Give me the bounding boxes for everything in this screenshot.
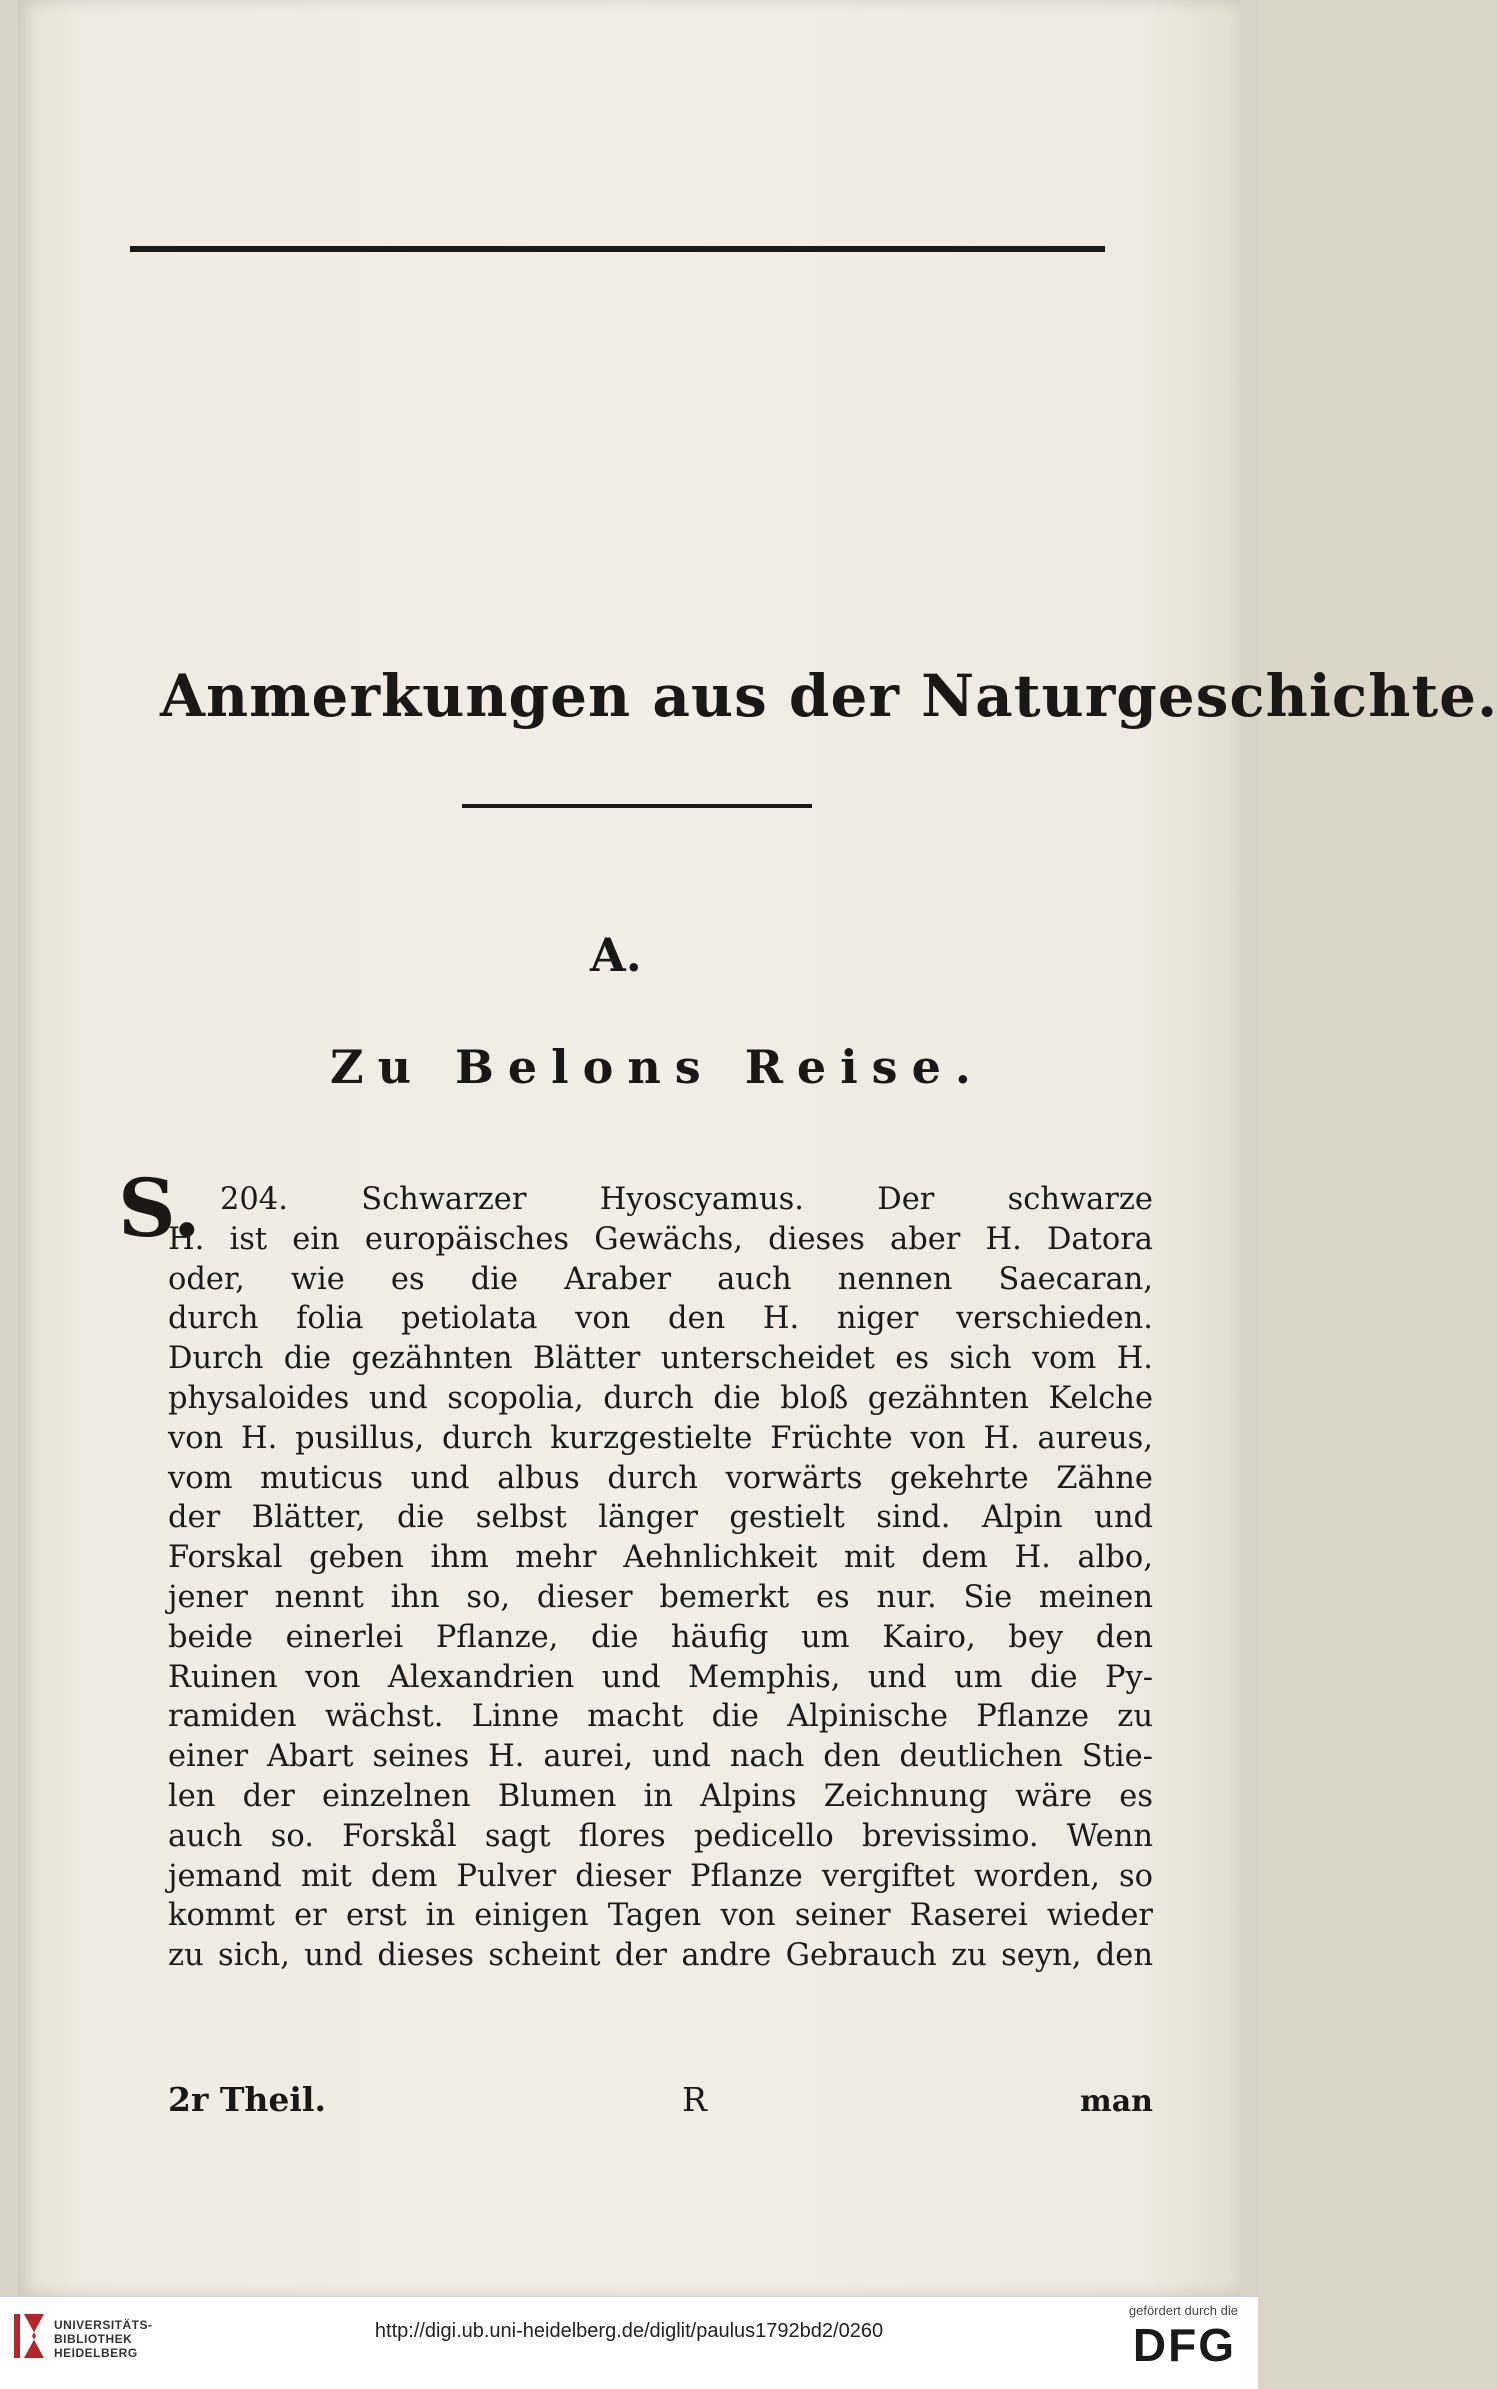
subsection-heading: Zu Belons Reise.	[330, 1040, 985, 1094]
text-line: von H. pusillus, durch kurzgestielte Früchte von H. aureus,	[168, 1420, 1153, 1456]
text-line: kommt er erst in einigen Tagen von seiner Raserei wieder	[168, 1898, 1153, 1934]
text-line: der Blätter, die selbst länger gestielt sind. Alpin und	[168, 1500, 1153, 1536]
institution-line: UNIVERSITÄTS-	[54, 2318, 153, 2332]
text-line: ramiden wächst. Linne macht die Alpinische Pflanze zu	[168, 1699, 1153, 1735]
paragraph-initial: S.	[118, 1161, 201, 1255]
text-line: auch so. Forskål sagt flores pedicello brevissimo. Wenn	[168, 1818, 1153, 1854]
text-line: einer Abart seines H. aurei, und nach den deutlichen Stie-	[168, 1739, 1153, 1775]
institution-line: HEIDELBERG	[54, 2346, 138, 2360]
text-line: H. ist ein europäisches Gewächs, dieses aber H. Datora	[168, 1221, 1153, 1257]
dfg-logo: DFG	[1132, 2319, 1236, 2371]
text-line: 204. Schwarzer Hyoscyamus. Der schwarze	[220, 1182, 1153, 1217]
section-letter: A.	[590, 928, 642, 982]
signature-mark: R	[682, 2080, 707, 2119]
header-rule	[130, 246, 1105, 252]
text-line: vom muticus und albus durch vorwärts gekehrte Zähne	[168, 1460, 1153, 1496]
text-line: Forskal geben ihm mehr Aehnlichkeit mit dem H. albo,	[168, 1540, 1153, 1576]
funded-by-label: gefördert durch die	[1128, 2303, 1238, 2318]
text-line: zu sich, und dieses scheint der andre Gebrauch zu seyn, den	[168, 1938, 1153, 1974]
text-line: oder, wie es die Araber auch nennen Saecaran,	[168, 1261, 1153, 1297]
text-line: beide einerlei Pflanze, die häufig um Kairo, bey den	[168, 1619, 1153, 1655]
volume-note: 2r Theil.	[168, 2080, 326, 2119]
text-line: physaloides und scopolia, durch die bloß gezähnten Kelche	[168, 1380, 1153, 1416]
text-line: jener nennt ihn so, dieser bemerkt es nur. Sie meinen	[168, 1579, 1153, 1615]
text-line: Durch die gezähnten Blätter unterscheidet es sich vom H.	[168, 1341, 1153, 1377]
permalink-url[interactable]: http://digi.ub.uni-heidelberg.de/diglit/paulus1792bd2/0260	[374, 2320, 884, 2342]
text-line: Ruinen von Alexandrien und Memphis, und um die Py-	[168, 1659, 1153, 1695]
text-line: jemand mit dem Pulver dieser Pflanze vergiftet worden, so	[168, 1858, 1153, 1894]
text-line: durch folia petiolata von den H. niger verschieden.	[168, 1301, 1153, 1337]
section-heading: Anmerkungen aus der Naturgeschichte.	[160, 662, 1498, 730]
heading-rule	[462, 804, 812, 808]
institution-line: BIBLIOTHEK	[54, 2332, 133, 2346]
body-paragraph	[168, 1180, 1153, 1976]
catchword: man	[1080, 2084, 1153, 2119]
text-line: len der einzelnen Blumen in Alpins Zeichnung wäre es	[168, 1778, 1153, 1814]
